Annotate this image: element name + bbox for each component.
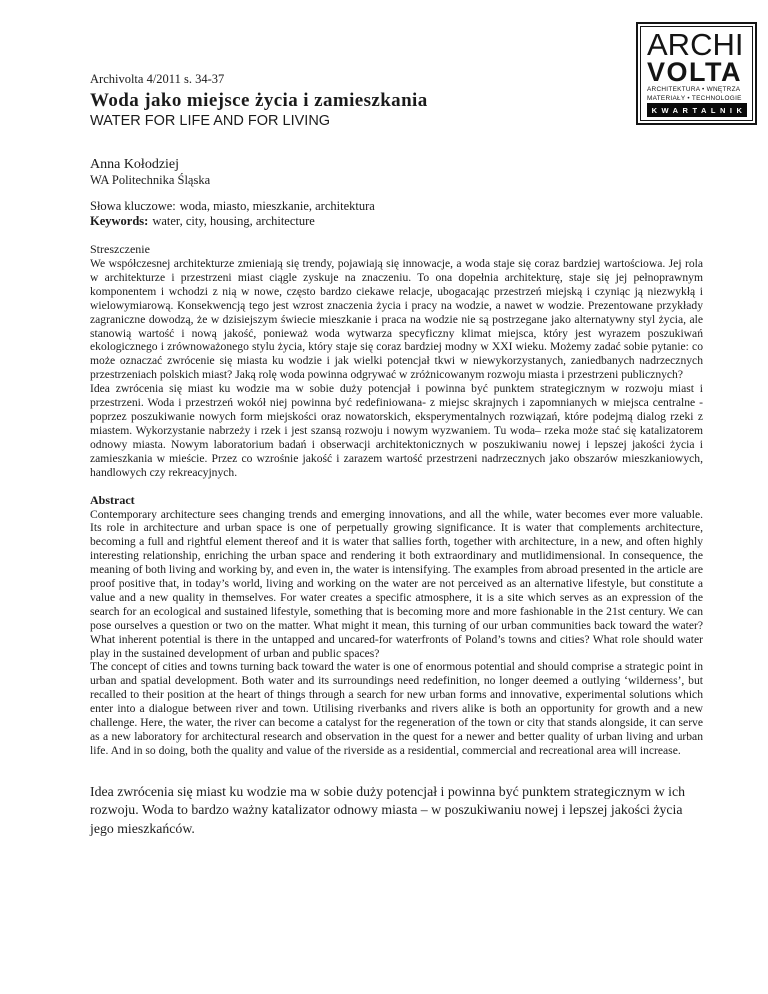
journal-reference: Archivolta 4/2011 s. 34-37 — [90, 72, 225, 86]
keywords-polish-values: woda, miasto, mieszkanie, architektura — [179, 199, 375, 213]
closing-summary-paragraph: Idea zwrócenia się miast ku wodzie ma w sobie duży potencjał i powinna być punktem strategicznym w ich rozwoju. Woda to bardzo ważny katalizator odnowy miasta – w poszukiwaniu nowej i lepszej jakości życia jego mieszkańców. — [90, 783, 685, 836]
streszczenie-paragraph: Idea zwrócenia się miast ku wodzie ma w sobie duży potencjał i powinna być punktem strategicznym w rozwoju miast i przestrzeni. Woda i przestrzeń wokół niej powinna być redefiniowana- z miejsc skrajnych i zapomnianych w miejsca centralne - poprzez poszukiwanie nowych form miejskości oraz nowatorskich, eksperymentalnych rozwiązań, które podejmą dialog rzeki z miastem. Wykorzystanie nabrzeży i rzek i jest szansą rozwoju i nowym wyzwaniem. Tu woda– rzeka może stać się katalizatorem odnowy miasta. Nowym laboratorium badań i obserwacji architektonicznych w poszukiwaniu nowej i lepszej jakości życia i zamieszkania w mieście. Przez co wzrośnie jakość i zarazem wartość przestrzeni nadrzecznych jako obszarów mieszkaniowych, handlowych czy rekreacyjnych. — [90, 382, 703, 479]
article-title-polish: Woda jako miejsce życia i zamieszkania — [90, 90, 428, 111]
streszczenie-paragraph: We współczesnej architekturze zmieniają się trendy, pojawiają się innowacje, a woda staje się coraz bardziej wartościowa. Jej rola w architekturze i przestrzeni miast ciągle zyskuje na znaczeniu. To ona dopełnia architekturę, staje się jej pełnoprawnym komponentem i wchodzi z nią w nowe, często bardzo ciekawe relacje, ubogacając przestrzeń miejską i czyniąc ją niezwykłą i wielowymiarową. Konsekwencją tego jest wzrost znaczenia życia i pracy na wodzie, a nawet w wodzie. Prezentowane przykłady zagraniczne dowodzą, że w dzisiejszym świecie mieszkanie i praca na wodzie nie są postrzegane jako alternatywny styl życia, ale stanowią wartość i nową jakość, ponieważ woda wytwarza specyficzny klimat miejsca, który jest wyrazem poszukiwań ekologicznego i zrównoważonego stylu życia, który staje się coraz bardziej modny w XXI wieku. Możemy zadać sobie pytanie: co może oznaczać zwrócenie się miasta ku wodzie i jak wielki potencjał tkwi w niewykorzystanych, zaniedbanych nadrzecznych przestrzeniach polskich miast? Jaką rolę woda powinna odgrywać w zróżnicowanym rozwoju miasta i przestrzeni publicznych? — [90, 257, 703, 382]
logo-banner-kwartalnik: KWARTALNIK — [647, 103, 747, 117]
keywords-polish — [90, 199, 703, 214]
keywords-block — [90, 199, 703, 229]
author-affiliation: WA Politechnika Śląska — [90, 173, 211, 187]
abstract-heading: Abstract — [90, 492, 135, 507]
logo-subtitle-line1: ARCHITEKTURA • WNĘTRZA — [647, 86, 741, 93]
logo-text-archi: ARCHI — [647, 27, 744, 62]
keywords-english-label: Keywords: — [90, 214, 149, 228]
streszczenie-heading: Streszczenie — [90, 242, 150, 256]
author-block — [90, 156, 703, 188]
article-title-english: WATER FOR LIFE AND FOR LIVING — [90, 113, 331, 129]
keywords-polish-label: Słowa kluczowe: — [90, 199, 176, 213]
abstract-paragraph: Contemporary architecture sees changing trends and emerging innovations, and all the while, water becomes ever more valuable. Its role in architecture and urban space is one of perpetually growing significance. It is water that complements architecture, becoming a full and rightful element thereof and it is water that sallies forth, together with architecture, in a new, and often highly interesting relationship, enriching the urban space and rendering it both extraordinary and mutlidimensional. In consequence, the meaning of both living and working by, and even in, the water is intensifying. The examples from abroad presented in the article are proof positive that, in today’s world, living and working on the water are not perceived as an alternative lifestyle, but constitute a value and a new quality in themselves. For water creates a specific atmosphere, it is a site which serves as an expression of the search for an ecological and sustained lifestyle, something that is becoming more and more fashionable in the 21st century. We can pose ourselves a question or two on the matter. What might it mean, this turning of our urban communities back toward the water? What inherent potential is there in the untapped and uncared-for waterfronts of Poland’s towns and cities? What role should water play in the sustained development of urban and public spaces? — [90, 507, 703, 660]
logo-subtitle-line2: MATERIAŁY • TECHNOLOGIE — [647, 95, 742, 102]
section-streszczenie — [90, 242, 703, 480]
logo-text-volta: VOLTA — [647, 57, 742, 87]
abstract-paragraph: The concept of cities and towns turning back toward the water is one of enormous potential and should comprise a strategic point in urban and spatial development. Both water and its surroundings need redefinition, no longer deemed a outlying ‘wilderness’, but recalled to their position at the heart of things through a search for new urban forms and innovative, experimental solutions which enter into a dialogue between river and town. Utilising riverbanks and rivers alike is both an opportunity for growth and a new challenge. Here, the water, the river can become a catalyst for the regeneration of the town or city that stands alongside, it can serve as a new laboratory for architectural research and observation in the quest for a newer and better quality of urban living and urban life. And in so doing, both the quality and value of the riverside as a residential, commercial and recreational area will increase. — [90, 660, 703, 757]
keywords-english-values: water, city, housing, architecture — [152, 214, 315, 228]
keywords-english — [90, 214, 703, 229]
section-abstract — [90, 493, 703, 758]
author-name: Anna Kołodziej — [90, 157, 180, 172]
article-content — [90, 72, 703, 839]
